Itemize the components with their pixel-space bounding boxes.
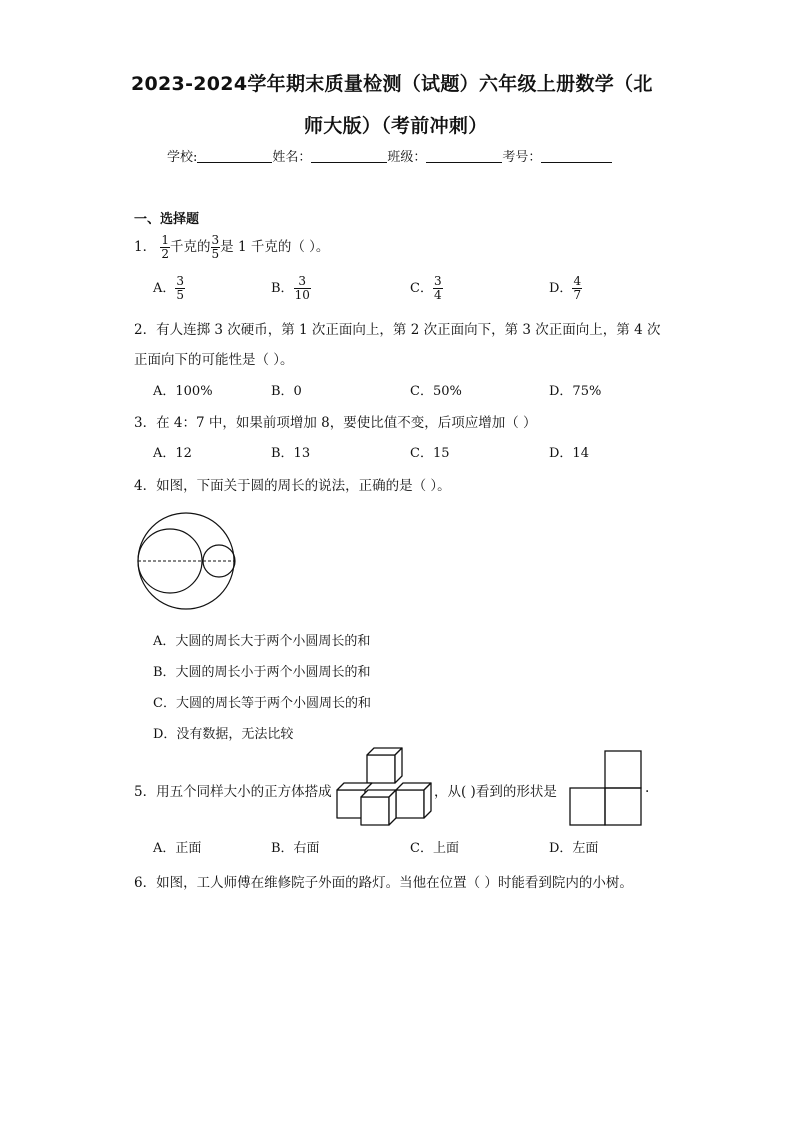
name-blank xyxy=(311,150,387,163)
q5-option-c[interactable]: C．上面 xyxy=(410,841,459,856)
name-label: 姓名： xyxy=(272,150,312,165)
school-blank xyxy=(197,150,272,163)
circles-figure xyxy=(134,512,242,612)
fraction-three-fifths: $\frac{3}{5}$ xyxy=(211,233,220,261)
q1-option-a[interactable]: A． $\frac{3}{5}$ xyxy=(153,274,185,302)
q4-option-a[interactable]: A．大圆的周长大于两个小圆周长的和 xyxy=(153,634,371,649)
q2-option-d[interactable]: D．75% xyxy=(549,384,602,399)
q4-option-b[interactable]: B．大圆的周长小于两个小圆周长的和 xyxy=(153,665,371,680)
section-title: 一、选择题 xyxy=(134,212,200,227)
question-5-text-a: 5．用五个同样大小的正方体搭成 xyxy=(134,784,332,800)
question-5-text-c: . xyxy=(645,780,650,796)
question-number: 1． xyxy=(134,239,157,255)
question-1 xyxy=(134,232,329,262)
number-blank xyxy=(541,150,612,163)
q4-option-c[interactable]: C．大圆的周长等于两个小圆周长的和 xyxy=(153,696,371,711)
question-3: 3．在 4：7 中，如果前项增加 8，要使比值不变，后项应增加（ ） xyxy=(134,415,537,431)
number-label: 考号： xyxy=(502,150,542,165)
question-2-line2: 正面向下的可能性是（ ）。 xyxy=(134,352,294,368)
q4-option-d[interactable]: D．没有数据，无法比较 xyxy=(153,727,294,742)
q3-option-a[interactable]: A．12 xyxy=(153,446,192,461)
question-2-line1: 2．有人连掷 3 次硬币，第 1 次正面向上，第 2 次正面向下，第 3 次正面向上，第 4 次 xyxy=(134,322,661,338)
exam-title-line2: 师大版）（考前冲刺） xyxy=(304,115,488,137)
q2-option-b[interactable]: B．0 xyxy=(271,384,302,399)
q5-option-b[interactable]: B．右面 xyxy=(271,841,320,856)
view-shape-figure xyxy=(569,749,643,827)
fraction-one-half: $\frac{1}{2}$ xyxy=(161,233,170,261)
cubes-3d-figure xyxy=(334,747,434,829)
question-6: 6．如图，工人师傅在维修院子外面的路灯。当他在位置（ ）时能看到院内的小树。 xyxy=(134,875,633,891)
school-label: 学校: xyxy=(167,150,198,165)
student-info-row xyxy=(167,146,612,165)
q5-option-a[interactable]: A．正面 xyxy=(153,841,202,856)
q1-option-d[interactable]: D． $\frac{4}{7}$ xyxy=(549,274,582,302)
exam-title-line1: 2023-2024学年期末质量检测（试题）六年级上册数学（北 xyxy=(131,73,653,95)
q1-option-c[interactable]: C． $\frac{3}{4}$ xyxy=(410,274,442,302)
q3-option-c[interactable]: C．15 xyxy=(410,446,450,461)
question-text: 是 1 千克的（ ）。 xyxy=(220,239,330,255)
class-blank xyxy=(426,150,502,163)
question-5-text-b: ，从( )看到的形状是 xyxy=(434,784,557,800)
question-text: 千克的 xyxy=(170,239,211,255)
class-label: 班级： xyxy=(387,150,427,165)
q1-option-b[interactable]: B． $\frac{3}{10}$ xyxy=(271,274,310,302)
q3-option-d[interactable]: D．14 xyxy=(549,446,589,461)
q2-option-c[interactable]: C．50% xyxy=(410,384,462,399)
q2-option-a[interactable]: A．100% xyxy=(153,384,213,399)
question-4: 4．如图，下面关于圆的周长的说法，正确的是（ ）。 xyxy=(134,478,451,494)
q3-option-b[interactable]: B．13 xyxy=(271,446,311,461)
q5-option-d[interactable]: D．左面 xyxy=(549,841,599,856)
